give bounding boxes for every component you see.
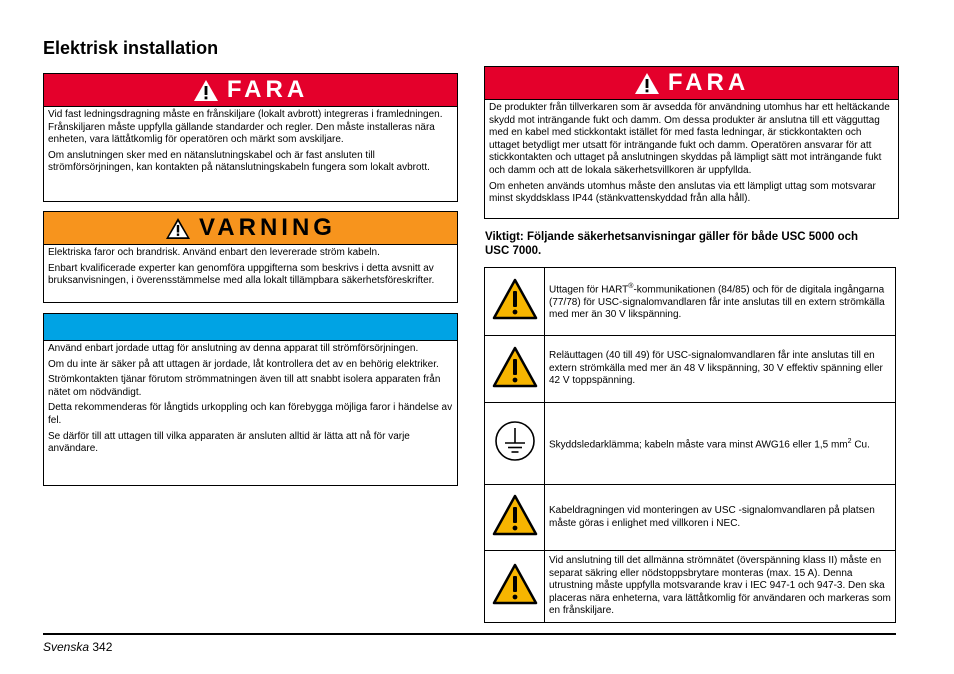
notice-box-left (43, 313, 458, 486)
footer-language: Svenska (43, 640, 90, 654)
row-sup: ® (628, 282, 634, 290)
warning-triangle-icon (492, 278, 538, 320)
footer (43, 640, 112, 654)
paragraph: De produkter från tillverkaren som är avsedda för användning utomhus har ett heltäckande skydd mot inträngande fukt och damm. Om dessa produkter är anslutna till ett vägguttag med en kabel med stickkontakt istället för med fasta ledningar, är stickkontakten och uttaget betydligt mer utsatt för inträngande fukt och damm. Operatören ansvarar för att stickkontakten och uttaget på anslutningen skyddas på lämpligt sätt mot inträngande fukt och damm och att de lokala säkerhetsvillkoren är uppfyllda. (489, 102, 890, 176)
row-text: Skyddsledarklämma; kabeln måste vara minst AWG16 eller 1,5 mm (549, 438, 848, 450)
warning-box-left (43, 211, 458, 303)
warning-label: VARNING (199, 214, 336, 241)
danger-label: FARA (667, 69, 750, 96)
warning-triangle-icon (193, 79, 219, 102)
row-sup: 2 (847, 437, 852, 445)
danger-banner (44, 74, 457, 107)
table-row (485, 551, 896, 623)
danger-box-left (43, 73, 458, 202)
protective-earth-icon (493, 419, 537, 463)
danger-box-right (484, 66, 899, 219)
table-row (485, 336, 896, 403)
warning-triangle-icon (492, 346, 538, 388)
paragraph: Detta rekommenderas för långtids urkoppling och kan förebygga möjliga faror i händelse av fel. (48, 402, 453, 426)
page-title: Elektrisk installation (43, 38, 219, 58)
page-number: 342 (92, 640, 113, 654)
danger-label: FARA (226, 76, 309, 103)
warning-triangle-icon (492, 494, 538, 536)
paragraph: Använd enbart jordade uttag för anslutning av denna apparat till strömförsörjningen. (48, 343, 419, 354)
paragraph: Vid fast ledningsdragning måste en frånskiljare (lokalt avbrott) integreras i framledningen. Frånskiljaren måste uppfylla gällande standarder och regler. Den måste installeras nära enheten, vara lättåtkomlig för operatören och märkt som avskiljare. (48, 109, 443, 146)
paragraph: Enbart kvalificerade experter kan genomföra uppgifterna som beskrivs i detta avsnitt av bruksanvisningen, i överensstämmelse med alla lokalt tillämpbara säkerhetsföreskrifter. (48, 262, 435, 287)
danger-banner (485, 67, 898, 100)
row-text: Uttagen för HART (549, 284, 629, 296)
table-row (485, 485, 896, 551)
paragraph: Elektriska faror och brandrisk. Använd enbart den levererade ström kabeln. (48, 247, 380, 258)
notice-banner (44, 314, 457, 341)
important-note: Viktigt: Följande säkerhetsanvisningar gäller för både USC 5000 och USC 7000. (485, 231, 859, 257)
row-text: Vid anslutning till det allmänna strömnätet (överspänning klass II) måste en separat säkring eller nödstoppsbrytare monteras (max. 15 A). Denna utrustning måste uppfylla motsvarande krav i IEC 947-1 och 947-3. Den ska placeras nära enheterna, vara lättåtkomlig för användaren och markeras som en frånskiljare. (549, 555, 891, 617)
table-row (485, 268, 896, 336)
paragraph: Om enheten används utomhus måste den anslutas via ett lämpligt uttag som motsvarar minst skyddsklass IP44 (stänkvattenskyddad från alla håll). (489, 180, 876, 205)
warning-triangle-icon (634, 72, 660, 95)
table-row (485, 403, 896, 485)
paragraph: Strömkontakten tjänar förutom strömmatningen även till att snabbt isolera apparaten från nätet om nödvändigt. (48, 374, 441, 398)
paragraph: Se därför till att uttagen till vilka apparaten är ansluten alltid är lätta att nå för varje användare. (48, 430, 410, 455)
row-text: Kabeldragningen vid monteringen av USC -signalomvandlaren på platsen måste göras i enlighet med villkoren i NEC. (549, 504, 875, 529)
row-text: -kommunikationen (84/85) och för de digitala ingångarna (77/78) för USC-signalomvandlaren får inte anslutas till en extern strömkälla med mer än 30 V likspänning. (549, 284, 885, 321)
paragraph: Om anslutningen sker med en nätanslutningskabel och är fast ansluten till strömförsörjningen, kan kontakten på nätanslutningskabeln fungera som lokalt avbrott. (48, 149, 430, 174)
row-text: Reläuttagen (40 till 49) för USC-signalomvandlaren får inte anslutas till en extern strömkälla med mer än 48 V likspänning, 30 V effektiv spänning eller 42 V toppspänning. (549, 350, 883, 387)
safety-table (484, 267, 896, 623)
row-text: Cu. (851, 438, 870, 450)
warning-banner (44, 212, 457, 245)
warning-triangle-icon (492, 563, 538, 605)
warning-triangle-icon (165, 217, 191, 240)
footer-divider (43, 633, 896, 635)
paragraph: Om du inte är säker på att uttagen är jordade, låt kontrollera det av en behörig elektriker. (48, 358, 439, 370)
